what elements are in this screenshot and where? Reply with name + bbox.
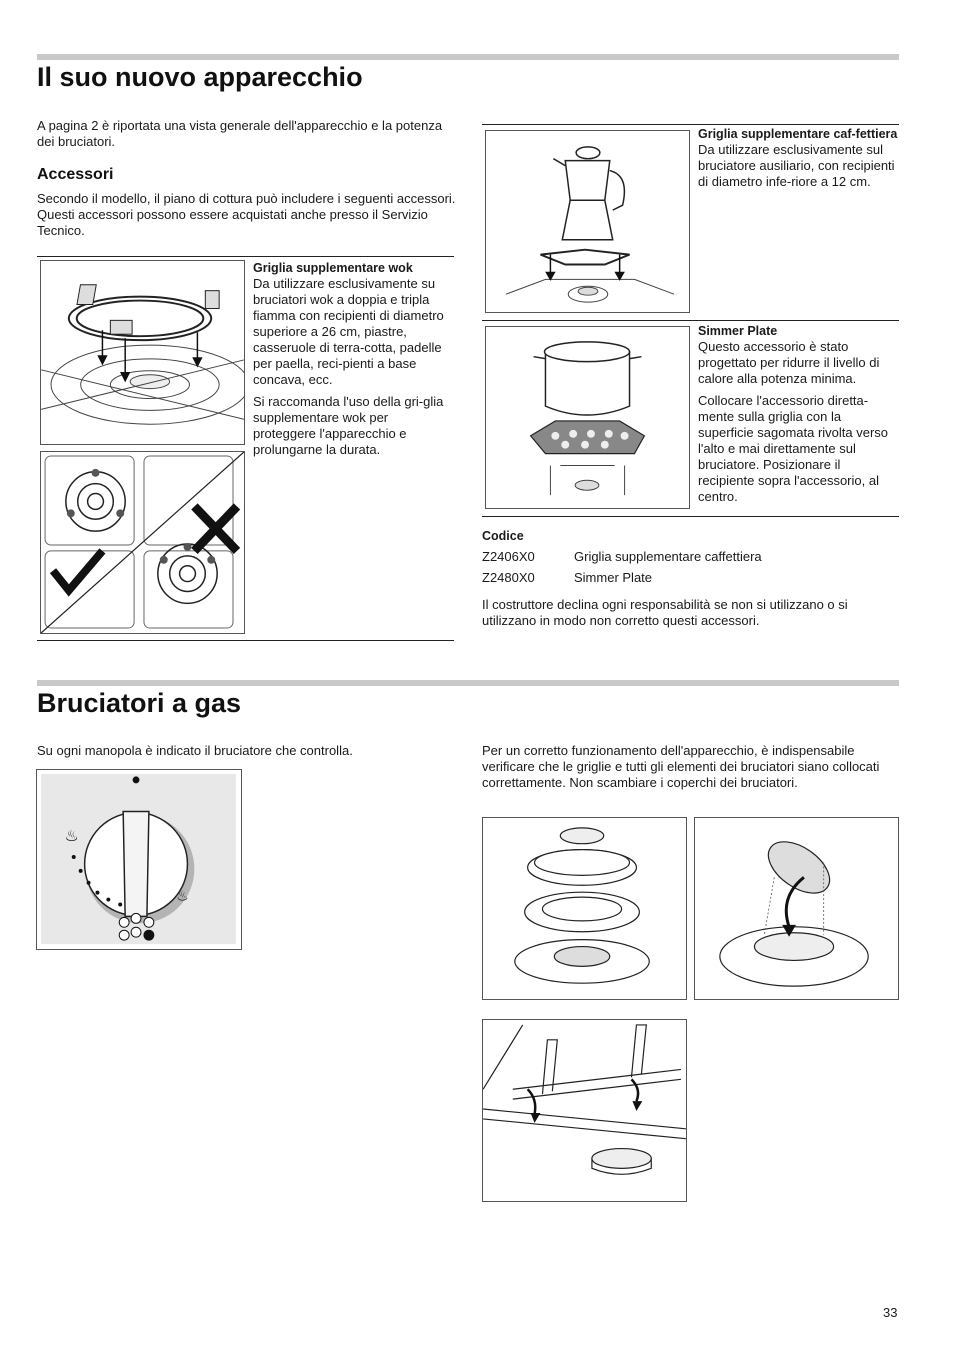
divider: [482, 320, 899, 321]
wok-grid-figure: [40, 260, 245, 445]
grid-placement-figure: [482, 1019, 687, 1202]
wok-caption-text-2: Si raccomanda l'uso della gri-glia supplementare wok per proteggere l'apparecchio e prolungarne la durata.: [253, 394, 444, 457]
svg-text:♨: ♨: [176, 888, 189, 905]
section-title: Il suo nuovo apparecchio: [37, 62, 363, 92]
caffettiera-caption-title: Griglia supplementare caf-fettiera: [698, 127, 898, 141]
codice-desc: Griglia supplementare caffettiera: [574, 549, 762, 564]
accessori-heading: Accessori: [37, 166, 114, 183]
wok-caption-text: Da utilizzare esclusivamente su bruciatori wok a doppia e tripla fiamma con recipienti di diametro superiore a 26 cm, piastre, casseruole di terra-cotta, padelle per paella, reci-pienti a base concava, ecc.: [253, 276, 444, 387]
simmer-caption: [698, 323, 898, 505]
burner-parts-figure: [482, 817, 687, 1000]
wok-caption: [253, 260, 453, 458]
burner-paragraph: Per un corretto funzionamento dell'apparecchio, è indispensabile verificare che le griglie e tutti gli elementi dei bruciatori siano collocati correttamente. Non scambiare i coperchi dei bruciatori.: [482, 743, 880, 790]
codice-code: Z2406X0: [482, 549, 535, 564]
divider: [37, 256, 454, 257]
disclaimer-paragraph: Il costruttore declina ogni responsabilità se non si utilizzano o si utilizzano in modo non corretto questi accessori.: [482, 597, 848, 628]
wok-placement-figure: [40, 451, 245, 634]
simmer-caption-text-2: Collocare l'accessorio diretta-mente sulla griglia con la superficie sagomata rivolta verso l'alto e mai direttamente sul bruciatore. Posizionare il recipiente sopra l'accessorio, al centro.: [698, 393, 889, 504]
codice-row: [482, 568, 652, 588]
control-knob-figure: [36, 769, 242, 950]
accessori-paragraph: Secondo il modello, il piano di cottura può includere i seguenti accessori. Questi accessori possono essere acquistati anche presso il Servizio Tecnico.: [37, 191, 456, 238]
svg-text:♨: ♨: [64, 826, 79, 846]
codice-code: Z2480X0: [482, 570, 535, 585]
caffettiera-figure: [485, 130, 690, 313]
knob-paragraph: Su ogni manopola è indicato il bruciatore che controlla.: [37, 743, 353, 758]
simmer-plate-figure: [485, 326, 690, 509]
divider: [37, 640, 454, 641]
page-number: 33: [883, 1305, 898, 1320]
codice-desc: Simmer Plate: [574, 570, 653, 585]
intro-paragraph: A pagina 2 è riportata una vista generale dell'apparecchio e la potenza dei bruciatori.: [37, 118, 443, 149]
simmer-caption-title: Simmer Plate: [698, 324, 778, 338]
divider: [482, 516, 899, 517]
caffettiera-caption: [698, 126, 898, 190]
simmer-caption-text: Questo accessorio è stato progettato per ridurre il livello di calore alla potenza minima.: [698, 339, 880, 386]
section-top-bar: [37, 54, 899, 60]
section-top-bar: [37, 680, 899, 686]
codice-row: [482, 547, 762, 567]
codice-heading: Codice: [482, 529, 524, 543]
section-title: Bruciatori a gas: [37, 688, 242, 718]
burner-cap-figure: [694, 817, 899, 1000]
wok-caption-title: Griglia supplementare wok: [253, 261, 413, 275]
caffettiera-caption-text: Da utilizzare esclusivamente sul bruciatore ausiliario, con recipienti di diametro infe-riore a 12 cm.: [698, 142, 895, 189]
divider: [482, 124, 899, 125]
